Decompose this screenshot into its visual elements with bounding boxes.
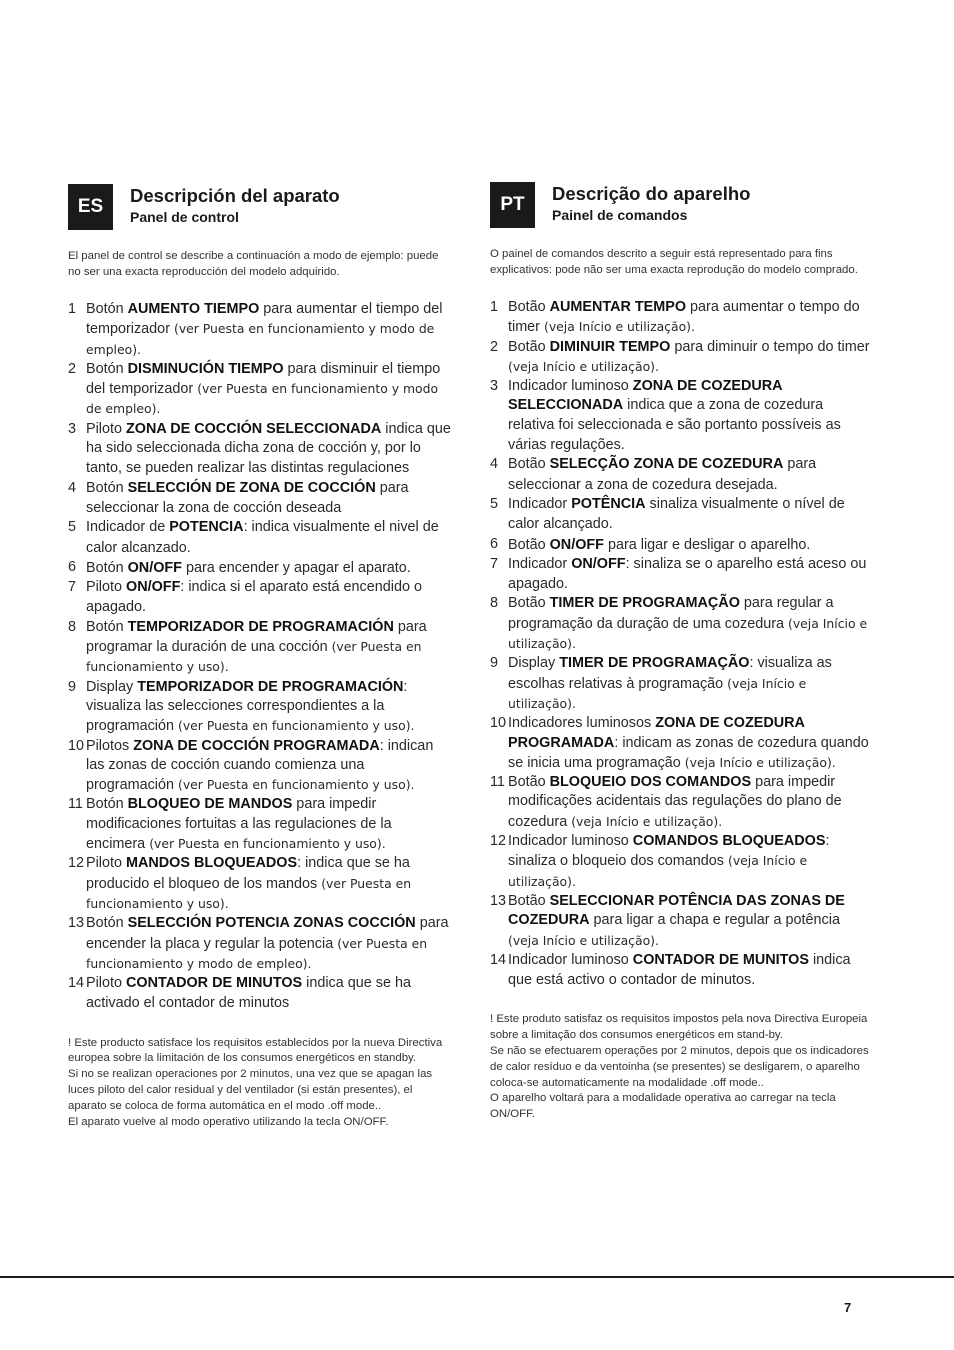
- item-prefix: Botão: [508, 299, 550, 315]
- item-reference: (ver Puesta en funcionamiento y uso).: [178, 718, 415, 734]
- item-prefix: Botão: [508, 456, 550, 473]
- item-control-name: ON/OFF: [127, 559, 182, 576]
- list-item: [68, 678, 453, 737]
- item-number: 5: [490, 495, 499, 512]
- list-item: [490, 298, 870, 338]
- list-item: [490, 714, 870, 773]
- item-number: 6: [68, 558, 77, 575]
- language-badge-pt: PT: [490, 182, 535, 228]
- item-control-name: COMANDOS BLOQUEADOS: [632, 833, 826, 850]
- item-number: 11: [68, 796, 83, 813]
- item-reference: (ver Puesta en funcionamiento y uso).: [178, 777, 415, 793]
- item-prefix: Display: [508, 655, 560, 672]
- item-number: 10: [68, 737, 85, 754]
- list-item: [68, 578, 453, 618]
- item-number: 12: [68, 855, 85, 872]
- item-prefix: Piloto: [86, 975, 126, 992]
- item-prefix: Botão: [508, 892, 550, 909]
- item-description: indica que ha sido seleccionada dicha zona de cocción y, por lo tanto, se pueden realizar las distintas regulaciones: [86, 420, 451, 477]
- item-reference: (veja Início e utilização).: [543, 319, 695, 335]
- item-number: 14: [68, 975, 85, 992]
- list-item: [68, 300, 453, 360]
- item-description: para programar la duración de una cocción: [86, 618, 427, 656]
- list-item: [68, 518, 453, 558]
- section-subtitle-es: Panel de control: [130, 209, 239, 225]
- list-item: [490, 495, 870, 535]
- item-description: para seleccionar a zona de cozedura desejada.: [508, 456, 817, 493]
- item-reference: (veja Início e utilização).: [508, 932, 659, 948]
- item-number: 1: [490, 299, 499, 315]
- section-pt: [490, 182, 870, 1123]
- item-number: 11: [490, 774, 505, 791]
- item-prefix: Botão: [508, 774, 550, 791]
- item-description: para encender la placa y regular la potencia: [86, 915, 449, 952]
- list-item: [68, 420, 453, 479]
- item-control-name: ZONA DE COZEDURA SELECCIONADA: [508, 378, 783, 414]
- intro-text-es: El panel de control se describe a continuación a modo de ejemplo: puede no ser una exacta reproducción del modelo adquirido.: [68, 250, 439, 278]
- item-control-name: POTÊNCIA: [571, 495, 646, 512]
- item-reference: (ver Puesta en funcionamiento y uso).: [86, 875, 412, 911]
- item-prefix: Botón: [86, 618, 128, 635]
- page-number: 7: [844, 1300, 852, 1315]
- item-reference: (veja Início e utilização).: [508, 853, 808, 889]
- section-heading-es: [130, 184, 453, 226]
- item-number: 10: [490, 715, 507, 732]
- item-control-name: SELECÇÃO ZONA DE COZEDURA: [549, 456, 784, 473]
- item-description: : indica visualmente el nivel de calor alcanzado.: [86, 519, 439, 556]
- intro-text-pt: O painel de comandos descrito a seguir está representado para fins explicativos: pode não ser uma exacta reprodução do modelo comprado.: [490, 248, 858, 276]
- item-description: para impedir modificações acidentais das regulações do plano de cozedura: [508, 774, 842, 830]
- list-item: [68, 618, 453, 678]
- list-item: [68, 795, 453, 854]
- item-prefix: Pilotos: [86, 737, 134, 754]
- item-control-name: CONTADOR DE MUNITOS: [632, 951, 809, 968]
- item-control-name: ON/OFF: [126, 579, 181, 596]
- item-control-name: CONTADOR DE MINUTOS: [126, 975, 303, 992]
- item-prefix: Botão: [508, 595, 550, 612]
- item-prefix: Botón: [86, 796, 128, 813]
- item-description: para impedir modificaciones fortuitas a las regulaciones de la encimera: [86, 796, 392, 853]
- item-description: : sinaliza se o aparelho está aceso ou apagado.: [508, 555, 867, 593]
- list-item: [68, 974, 453, 1014]
- item-prefix: Piloto: [86, 420, 126, 437]
- item-prefix: Indicador luminoso: [508, 378, 633, 395]
- list-item: [490, 377, 870, 455]
- item-prefix: Botón: [86, 915, 128, 932]
- control-list-pt: [490, 298, 870, 990]
- item-control-name: ON/OFF: [549, 536, 604, 553]
- item-prefix: Indicadores luminosos: [508, 715, 656, 732]
- item-number: 13: [68, 915, 85, 932]
- item-control-name: MANDOS BLOQUEADOS: [126, 855, 298, 872]
- item-prefix: Indicador luminoso: [508, 951, 633, 968]
- list-item: [68, 360, 453, 420]
- note-paragraph: ! Este producto satisface los requisitos establecidos por la nueva Directiva europea sobre la limitación de los consumos energéticos en standby.: [68, 1036, 443, 1065]
- item-number: 6: [490, 535, 499, 552]
- item-description: para disminuir el tiempo del temporizador: [86, 360, 441, 398]
- item-control-name: SELECCIONAR POTÊNCIA DAS ZONAS DE COZEDURA: [508, 892, 845, 929]
- item-control-name: TEMPORIZADOR DE PROGRAMACIÓN: [137, 678, 404, 695]
- item-description: para aumentar o tempo do timer: [508, 299, 860, 336]
- item-control-name: ON/OFF: [571, 555, 626, 572]
- list-item: [490, 951, 870, 991]
- item-reference: (ver Puesta en funcionamiento y modo de empleo).: [86, 321, 435, 357]
- item-prefix: Botão: [508, 536, 550, 553]
- item-number: 13: [490, 892, 507, 909]
- item-control-name: AUMENTAR TEMPO: [549, 299, 687, 315]
- item-prefix: Botão: [508, 338, 550, 355]
- item-control-name: AUMENTO TIEMPO: [127, 301, 260, 317]
- item-control-name: TIMER DE PROGRAMAÇÃO: [549, 595, 740, 612]
- item-number: 7: [490, 555, 499, 572]
- note-paragraph: Se não se efectuarem operações por 2 minutos, depois que os indicadores de calor resíduo e da ventoinha (se presentes) se desligarem, o aparelho coloca-se automaticamente na modalidade .off mode..: [490, 1044, 869, 1089]
- item-description: para ligar e desligar o aparelho.: [603, 536, 811, 553]
- item-number: 14: [490, 951, 507, 968]
- item-number: 4: [68, 479, 77, 496]
- item-reference: (veja Início e utilização).: [508, 615, 868, 652]
- list-item: [68, 854, 453, 914]
- item-control-name: DIMINUIR TEMPO: [549, 338, 671, 355]
- item-reference: (ver Puesta en funcionamiento y uso).: [149, 836, 386, 852]
- item-description: : visualiza las selecciones correspondientes a la programación: [86, 678, 408, 735]
- item-reference: (ver Puesta en funcionamiento y modo de empleo).: [86, 935, 428, 971]
- section-subtitle-pt: Painel de comandos: [552, 207, 688, 223]
- item-reference: (veja Início e utilização).: [508, 675, 807, 711]
- item-prefix: Botón: [86, 360, 128, 377]
- standby-note-es: [68, 1036, 453, 1131]
- note-paragraph: El aparato vuelve al modo operativo utilizando la tecla ON/OFF.: [68, 1115, 389, 1128]
- item-number: 9: [490, 655, 499, 672]
- item-description: para regular a programação da duração de uma cozedura: [508, 595, 834, 632]
- item-number: 3: [490, 378, 499, 395]
- item-control-name: SELECCIÓN POTENCIA ZONAS COCCIÓN: [127, 915, 416, 932]
- item-control-name: ZONA DE COZEDURA PROGRAMADA: [508, 715, 805, 751]
- list-item: [490, 832, 870, 892]
- item-number: 8: [68, 618, 77, 635]
- item-reference: (veja Início e utilização).: [684, 754, 836, 770]
- item-control-name: BLOQUEIO DOS COMANDOS: [549, 774, 752, 791]
- list-item: [490, 338, 870, 378]
- item-reference: (veja Início e utilização).: [508, 358, 659, 374]
- item-prefix: Indicador luminoso: [508, 833, 633, 850]
- item-description: indica que se ha activado el contador de minutos: [86, 975, 411, 1012]
- item-description: para ligar a chapa e regular a potência: [589, 912, 840, 929]
- item-reference: (ver Puesta en funcionamiento y uso).: [86, 639, 422, 675]
- item-description: : indica que se ha producido el bloqueo de los mandos: [86, 855, 410, 892]
- item-prefix: Indicador: [508, 555, 572, 572]
- item-control-name: POTENCIA: [169, 519, 244, 536]
- item-number: 5: [68, 519, 77, 536]
- item-description: : indica si el aparato está encendido o apagado.: [86, 579, 422, 616]
- list-item: [490, 892, 870, 951]
- item-prefix: Piloto: [86, 579, 126, 596]
- item-prefix: Botón: [86, 559, 128, 576]
- item-description: : indicam as zonas de cozedura quando se inicia uma programação: [508, 734, 869, 771]
- item-number: 8: [490, 595, 499, 612]
- language-badge-es: ES: [68, 184, 113, 230]
- item-number: 12: [490, 833, 507, 850]
- note-paragraph: Si no se realizan operaciones por 2 minutos, una vez que se apagan las luces piloto del calor residual y del ventilador (si están presentes), el aparato se coloca de forma automática en el modo .off mode..: [68, 1068, 433, 1112]
- item-number: 9: [68, 678, 77, 695]
- item-control-name: SELECCIÓN DE ZONA DE COCCIÓN: [127, 479, 376, 496]
- item-description: indica que a zona de cozedura relativa foi seleccionada e são portanto possíveis as várias regulações.: [508, 397, 841, 454]
- item-prefix: Piloto: [86, 855, 126, 872]
- item-description: : visualiza as escolhas relativas à programação: [508, 655, 832, 692]
- list-item: [68, 737, 453, 796]
- list-item: [490, 594, 870, 654]
- list-item: [68, 558, 453, 578]
- list-item: [490, 773, 870, 832]
- standby-note-pt: [490, 1012, 870, 1123]
- item-number: 7: [68, 579, 77, 596]
- item-number: 4: [490, 456, 499, 473]
- item-description: para encender y apagar el aparato.: [181, 559, 411, 576]
- item-control-name: BLOQUEO DE MANDOS: [127, 796, 293, 813]
- item-prefix: Indicador: [508, 495, 572, 512]
- item-reference: (veja Início e utilização).: [571, 813, 723, 829]
- item-description: para seleccionar la zona de cocción deseada: [86, 479, 409, 516]
- item-description: para diminuir o tempo do timer: [670, 338, 870, 355]
- item-prefix: Botón: [86, 479, 128, 496]
- item-description: : sinaliza o bloqueio dos comandos: [508, 833, 830, 870]
- item-number: 1: [68, 301, 77, 317]
- item-number: 3: [68, 420, 77, 437]
- control-list-es: [68, 300, 453, 1014]
- item-number: 2: [490, 338, 499, 355]
- item-control-name: TEMPORIZADOR DE PROGRAMACIÓN: [127, 618, 394, 635]
- note-paragraph: ! Este produto satisfaz os requisitos impostos pela nova Directiva Europeia sobre a limitação dos consumos energéticos em stand-by.: [490, 1013, 868, 1042]
- section-title-es: Descripción del aparato: [130, 185, 340, 206]
- item-control-name: DISMINUCIÓN TIEMPO: [127, 360, 284, 377]
- list-item: [490, 555, 870, 595]
- list-item: [490, 654, 870, 714]
- item-prefix: Botón: [86, 301, 128, 317]
- list-item: [68, 914, 453, 974]
- item-number: 2: [68, 360, 77, 377]
- list-item: [490, 535, 870, 555]
- item-description: : indican las zonas de cocción cuando comienza una programación: [86, 737, 434, 794]
- section-es: [68, 184, 453, 1130]
- section-title-pt: Descrição do aparelho: [552, 183, 751, 204]
- item-control-name: TIMER DE PROGRAMAÇÃO: [559, 655, 750, 672]
- note-paragraph: O aparelho voltará para a modalidade operativa ao carregar na tecla ON/OFF.: [490, 1092, 836, 1121]
- item-control-name: ZONA DE COCCIÓN SELECCIONADA: [126, 420, 382, 437]
- list-item: [490, 455, 870, 495]
- footer-divider: [0, 1276, 954, 1278]
- item-description: para aumentar el tiempo del temporizador: [86, 301, 443, 338]
- item-control-name: ZONA DE COCCIÓN PROGRAMADA: [133, 737, 380, 754]
- item-prefix: Display: [86, 678, 138, 695]
- item-description: indica que está activo o contador de minutos.: [508, 951, 851, 989]
- item-description: sinaliza visualmente o nível de calor alcançado.: [508, 495, 845, 533]
- item-reference: (ver Puesta en funcionamiento y modo de empleo).: [86, 381, 439, 417]
- item-prefix: Indicador de: [86, 519, 170, 536]
- section-heading-pt: [552, 182, 870, 224]
- list-item: [68, 479, 453, 519]
